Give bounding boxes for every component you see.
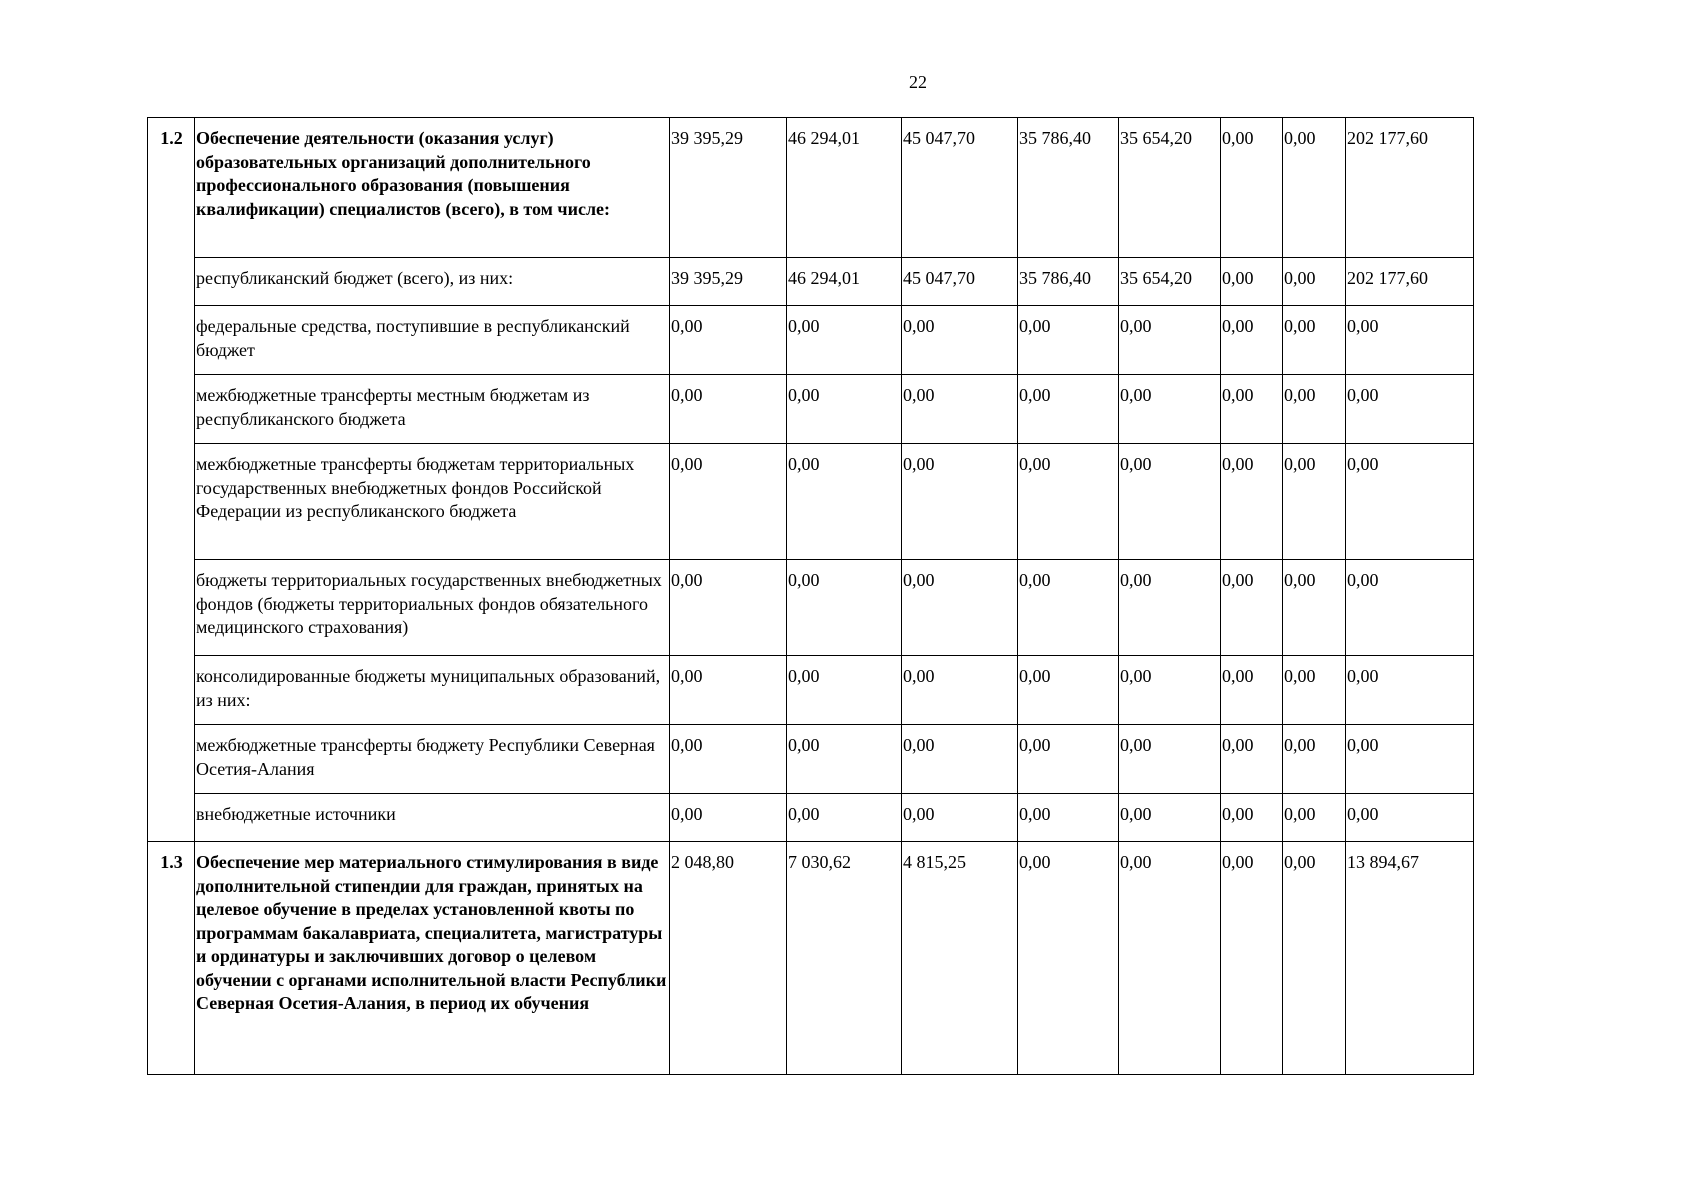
value-cell: 0,00 (787, 560, 902, 656)
value-cell: 0,00 (670, 306, 787, 375)
table-row (148, 560, 1474, 656)
row-name: внебюджетные источники (195, 794, 670, 842)
value-cell: 0,00 (1018, 375, 1119, 444)
table-row (148, 375, 1474, 444)
value-cell: 0,00 (1221, 725, 1283, 794)
value-cell: 0,00 (1221, 794, 1283, 842)
value-cell: 0,00 (670, 375, 787, 444)
row-name: межбюджетные трансферты бюджету Республики Северная Осетия-Алания (195, 725, 670, 794)
value-cell: 0,00 (670, 444, 787, 560)
value-cell: 35 654,20 (1119, 118, 1221, 258)
value-cell: 0,00 (902, 375, 1018, 444)
value-cell: 0,00 (670, 794, 787, 842)
value-cell: 46 294,01 (787, 118, 902, 258)
value-cell: 0,00 (1119, 444, 1221, 560)
table-row (148, 794, 1474, 842)
row-name: межбюджетные трансферты местным бюджетам из республиканского бюджета (195, 375, 670, 444)
value-cell: 0,00 (902, 444, 1018, 560)
value-cell: 0,00 (1119, 842, 1221, 1075)
row-name: Обеспечение деятельности (оказания услуг) образовательных организаций дополнительного профессионального образования (повышения квалификации) специалистов (всего), в том числе: (195, 118, 670, 258)
value-cell: 0,00 (1283, 375, 1346, 444)
value-cell: 202 177,60 (1346, 258, 1474, 306)
table-row (148, 725, 1474, 794)
value-cell: 0,00 (902, 656, 1018, 725)
value-cell: 0,00 (1283, 306, 1346, 375)
value-cell: 35 654,20 (1119, 258, 1221, 306)
value-cell: 0,00 (1221, 444, 1283, 560)
value-cell: 0,00 (902, 725, 1018, 794)
value-cell: 0,00 (1346, 794, 1474, 842)
value-cell: 7 030,62 (787, 842, 902, 1075)
value-cell: 0,00 (1346, 444, 1474, 560)
value-cell: 0,00 (670, 725, 787, 794)
value-cell: 0,00 (902, 306, 1018, 375)
value-cell: 39 395,29 (670, 118, 787, 258)
row-name: федеральные средства, поступившие в республиканский бюджет (195, 306, 670, 375)
value-cell: 0,00 (1221, 375, 1283, 444)
table-row (148, 306, 1474, 375)
row-name: бюджеты территориальных государственных внебюджетных фондов (бюджеты территориальных фондов обязательного медицинского страхования) (195, 560, 670, 656)
value-cell: 13 894,67 (1346, 842, 1474, 1075)
value-cell: 0,00 (1283, 794, 1346, 842)
table-row-1-3 (148, 842, 1474, 1075)
value-cell: 0,00 (1221, 306, 1283, 375)
value-cell: 0,00 (1119, 794, 1221, 842)
value-cell: 0,00 (1119, 560, 1221, 656)
value-cell: 39 395,29 (670, 258, 787, 306)
value-cell: 0,00 (1346, 375, 1474, 444)
value-cell: 0,00 (787, 656, 902, 725)
value-cell: 0,00 (1221, 656, 1283, 725)
value-cell: 2 048,80 (670, 842, 787, 1075)
value-cell: 0,00 (787, 306, 902, 375)
value-cell: 0,00 (1283, 725, 1346, 794)
value-cell: 0,00 (1018, 306, 1119, 375)
value-cell: 0,00 (670, 656, 787, 725)
value-cell: 0,00 (1283, 258, 1346, 306)
value-cell: 0,00 (1018, 794, 1119, 842)
value-cell: 0,00 (1346, 656, 1474, 725)
value-cell: 0,00 (1221, 560, 1283, 656)
value-cell: 0,00 (1018, 444, 1119, 560)
value-cell: 0,00 (670, 560, 787, 656)
table-row (148, 656, 1474, 725)
page-number: 22 (909, 72, 927, 92)
value-cell: 0,00 (787, 725, 902, 794)
value-cell: 0,00 (1283, 118, 1346, 258)
row-name: межбюджетные трансферты бюджетам территориальных государственных внебюджетных фондов Российской Федерации из республиканского бюджета (195, 444, 670, 560)
budget-table (147, 117, 1474, 1075)
value-cell: 0,00 (787, 444, 902, 560)
value-cell: 0,00 (902, 794, 1018, 842)
value-cell: 0,00 (1119, 375, 1221, 444)
value-cell: 202 177,60 (1346, 118, 1474, 258)
value-cell: 0,00 (1018, 842, 1119, 1075)
value-cell: 0,00 (1119, 306, 1221, 375)
row-number: 1.3 (148, 842, 195, 1075)
value-cell: 0,00 (902, 560, 1018, 656)
row-name: республиканский бюджет (всего), из них: (195, 258, 670, 306)
value-cell: 0,00 (787, 794, 902, 842)
value-cell: 35 786,40 (1018, 258, 1119, 306)
value-cell: 0,00 (1119, 656, 1221, 725)
value-cell: 0,00 (1283, 656, 1346, 725)
value-cell: 0,00 (1283, 842, 1346, 1075)
value-cell: 0,00 (1283, 560, 1346, 656)
value-cell: 0,00 (1346, 725, 1474, 794)
value-cell: 0,00 (1221, 118, 1283, 258)
value-cell: 0,00 (1018, 560, 1119, 656)
value-cell: 0,00 (1018, 725, 1119, 794)
value-cell: 0,00 (787, 375, 902, 444)
table-row (148, 258, 1474, 306)
value-cell: 4 815,25 (902, 842, 1018, 1075)
value-cell: 0,00 (1018, 656, 1119, 725)
row-number: 1.2 (148, 118, 195, 842)
row-name: консолидированные бюджеты муниципальных образований, из них: (195, 656, 670, 725)
value-cell: 45 047,70 (902, 118, 1018, 258)
value-cell: 46 294,01 (787, 258, 902, 306)
value-cell: 0,00 (1346, 560, 1474, 656)
table-row (148, 444, 1474, 560)
value-cell: 0,00 (1283, 444, 1346, 560)
value-cell: 0,00 (1221, 842, 1283, 1075)
table-row-1-2 (148, 118, 1474, 258)
row-name: Обеспечение мер материального стимулирования в виде дополнительной стипендии для граждан, принятых на целевое обучение в пределах установленной квоты по программам бакалавриата, специалитета, магистратуры и ординатуры и заключивших договор о целевом обучении с органами исполнительной власти Республики Северная Осетия-Алания, в период их обучения (195, 842, 670, 1075)
value-cell: 45 047,70 (902, 258, 1018, 306)
value-cell: 0,00 (1346, 306, 1474, 375)
value-cell: 0,00 (1221, 258, 1283, 306)
value-cell: 35 786,40 (1018, 118, 1119, 258)
value-cell: 0,00 (1119, 725, 1221, 794)
